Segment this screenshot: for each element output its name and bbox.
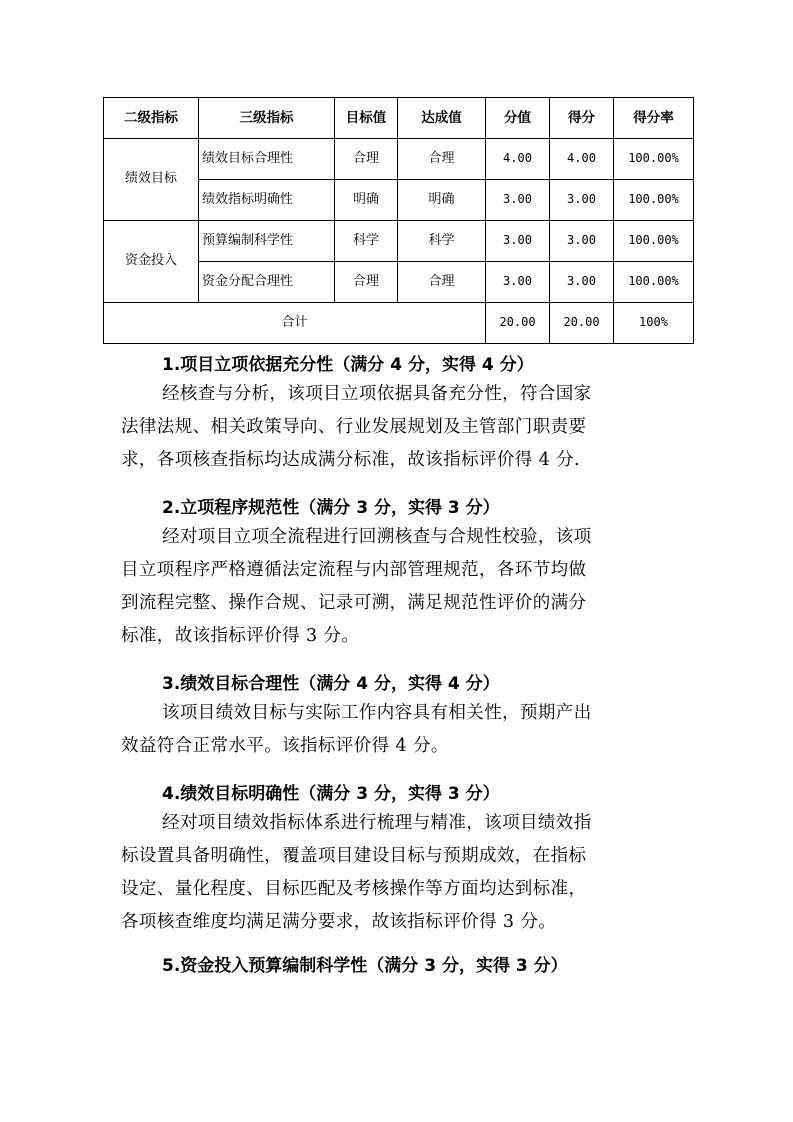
score: 3.00 [550,221,614,262]
header-achieved-value: 达成值 [398,98,486,139]
target-value: 明确 [335,180,398,221]
paragraph-line: 效益符合正常水平。该指标评价得 4 分。 [121,736,449,756]
performance-score-table [103,97,694,344]
group-name: 绩效目标 [104,139,199,221]
indicator-name: 绩效目标合理性 [199,139,335,180]
paragraph-line: 标准，故该指标评价得 3 分。 [121,626,360,646]
table-row [104,139,694,180]
section-heading: 2.立项程序规范性（满分 3 分，实得 3 分） [162,498,500,518]
total-score: 20.00 [550,303,614,344]
total-score-rate: 100% [614,303,694,344]
indicator-name: 绩效指标明确性 [199,180,335,221]
achieved-value: 合理 [398,262,486,303]
score-rate: 100.00% [614,221,694,262]
score: 4.00 [550,139,614,180]
score-rate: 100.00% [614,139,694,180]
group-name: 资金投入 [104,221,199,303]
point-value: 4.00 [486,139,550,180]
paragraph-line: 标设置具备明确性，覆盖项目建设目标与预期成效，在指标 [121,846,587,866]
evaluation-body [0,344,793,989]
header-score-rate: 得分率 [614,98,694,139]
paragraph-line: 法律法规、相关政策导向、行业发展规划及主管部门职责要 [121,417,587,437]
table-total-row [104,303,694,344]
target-value: 合理 [335,139,398,180]
section-heading: 3.绩效目标合理性（满分 4 分，实得 4 分） [162,674,500,694]
score-rate: 100.00% [614,180,694,221]
achieved-value: 科学 [398,221,486,262]
paragraph-line: 到流程完整、操作合规、记录可溯，满足规范性评价的满分 [121,593,587,613]
section-paragraph [0,697,793,763]
point-value: 3.00 [486,180,550,221]
indicator-name: 资金分配合理性 [199,262,335,303]
section-heading: 1.项目立项依据充分性（满分 4 分，实得 4 分） [162,355,534,375]
table-header-row [104,98,694,139]
point-value: 3.00 [486,262,550,303]
paragraph-line: 经对项目绩效指标体系进行梳理与精准，该项目绩效指 [162,813,592,833]
paragraph-line: 目立项程序严格遵循法定流程与内部管理规范，各环节均做 [121,560,587,580]
paragraph-line: 各项核查维度均满足满分要求，故该指标评价得 3 分。 [121,912,557,932]
header-level2-indicator: 二级指标 [104,98,199,139]
paragraph-line: 经核查与分析，该项目立项依据具备充分性，符合国家 [162,384,592,404]
paragraph-line: 设定、量化程度、目标匹配及考核操作等方面均达到标准， [121,879,587,899]
header-point-value: 分值 [486,98,550,139]
header-score: 得分 [550,98,614,139]
section-paragraph [0,521,793,653]
target-value: 合理 [335,262,398,303]
section-heading: 4.绩效目标明确性（满分 3 分，实得 3 分） [162,784,500,804]
score: 3.00 [550,180,614,221]
section-paragraph [0,378,793,477]
table-row [104,221,694,262]
paragraph-line: 该项目绩效目标与实际工作内容具有相关性，预期产出 [162,703,592,723]
section-paragraph [0,807,793,939]
total-point-value: 20.00 [486,303,550,344]
achieved-value: 合理 [398,139,486,180]
total-label: 合计 [104,303,486,344]
paragraph-line: 经对项目立项全流程进行回溯核查与合规性校验，该项 [162,527,592,547]
indicator-name: 预算编制科学性 [199,221,335,262]
score: 3.00 [550,262,614,303]
header-level3-indicator: 三级指标 [199,98,335,139]
paragraph-line: 求，各项核查指标均达成满分标准，故该指标评价得 4 分. [121,450,581,470]
score-rate: 100.00% [614,262,694,303]
achieved-value: 明确 [398,180,486,221]
target-value: 科学 [335,221,398,262]
section-heading: 5.资金投入预算编制科学性（满分 3 分，实得 3 分） [162,956,568,976]
header-target-value: 目标值 [335,98,398,139]
point-value: 3.00 [486,221,550,262]
